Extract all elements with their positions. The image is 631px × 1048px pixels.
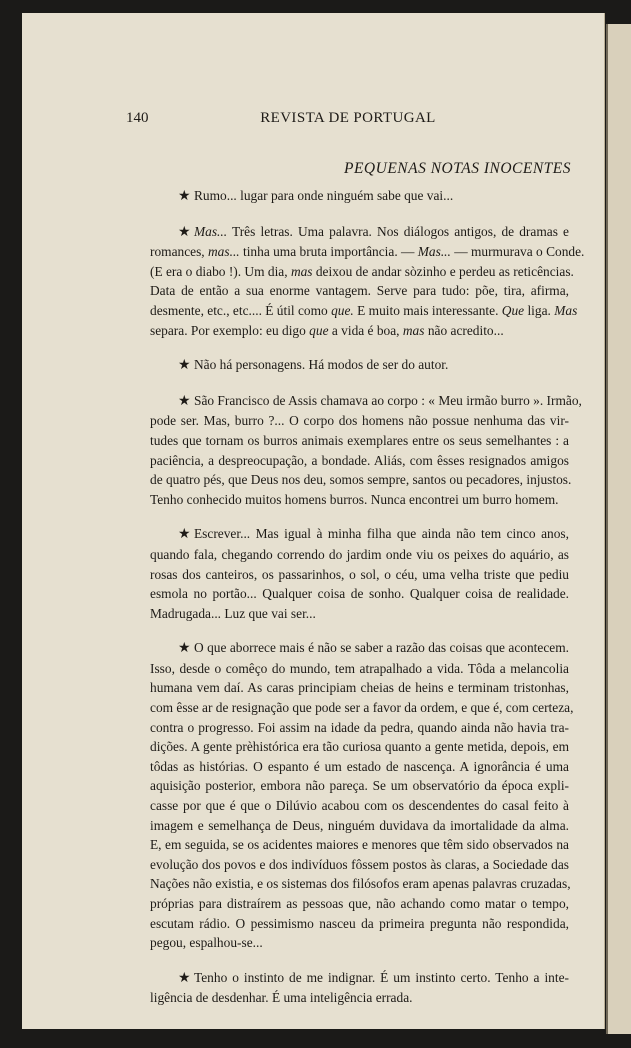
text-segment: (E era o diabo !). Um dia, [150,263,291,279]
text-segment: próprias para distraírem as pessoas que, não achando como matar o tempo, [150,896,569,911]
star-bullet-icon: ★ [178,393,191,409]
text-segment: com êsse ar de resignação que pode ser a favor da ordem, e que é, com certeza, [150,700,574,716]
text-line [150,894,569,914]
text-line [150,757,569,777]
italic-word: Mas [554,302,578,318]
text-segment: a vida é boa, [328,322,403,338]
star-bullet-icon: ★ [178,224,191,240]
text-segment: ligência de desdenhar. É uma inteligência errada. [150,990,413,1006]
text-line [150,816,569,836]
text-segment: Madrugada... Luz que vai ser... [150,605,316,621]
note-paragraph [150,524,569,623]
text-segment: evolução dos povos e dos indivíduos fôssem postos às claras, a Sociedade das [150,856,569,872]
text-line [150,186,569,207]
text-segment: paciência, a despreocupação, a bondade. Aliás, com êsses resignados amigos [150,452,569,468]
text-line [150,490,569,510]
text-line [150,524,569,545]
star-bullet-icon: ★ [178,527,191,543]
text-segment: contra o progresso. Foi assim na idade da pedra, quando ainda não havia tra- [150,719,569,735]
running-head [126,110,570,132]
text-segment: Nações não existia, e os sistemas dos filósofos eram apenas palavras cruzadas, [150,876,571,892]
note-paragraph [150,391,582,510]
text-line [150,321,569,341]
text-segment: imagem e semelhança de Deus, ninguém duvidava da imortalidade da alma. [150,817,569,833]
text-segment: humana vem daí. As caras principiam cheias de heins e terminam tristonhas, [150,680,569,696]
text-line [150,659,569,679]
text-segment: separa. Por exemplo: eu digo [150,322,310,338]
text-segment: deixou de andar sòzinho e perdeu as reticências. [312,263,574,279]
text-segment: esmola no portão... Qualquer coisa de sonho. Qualquer coisa de realidade. [150,586,569,602]
text-line [150,796,569,816]
page-number: 140 [126,110,149,126]
text-line [150,565,569,585]
italic-word: Mas... [417,244,451,260]
text-segment: dições. A gente prèhistórica era tão curiosa quanto a gente metida, depois, em [150,739,569,755]
text-segment: aquisição posterior, embora não pareça. Se um observatório da época expli- [150,778,569,794]
note-paragraph [150,186,569,207]
text-segment: Tenho conhecido muitos homens burros. Nunca encontrei um burro homem. [150,491,559,507]
text-line [150,301,578,321]
text-line [150,874,569,894]
text-line [150,545,569,565]
star-bullet-icon: ★ [178,641,191,657]
text-segment: escutam rádio. O pessimismo nasceu da primeira pregunta não respondida, [150,915,569,931]
text-line [150,776,569,796]
text-segment: pode ser. Mas, burro ?... O corpo dos homens não possue nenhuma das vir- [150,413,569,429]
text-line [150,411,569,431]
star-bullet-icon: ★ [178,970,191,986]
text-segment: tudes que tornam os burros animais exemplares entre os seus semelhantes : a [150,432,569,448]
italic-word: que [309,322,329,338]
text-segment: quando fala, chegando correndo do jardim onde viu os peixes do aquário, as [150,546,569,562]
text-segment: Escrever... Mas igual à minha filha que ainda não tem cinco anos, [194,526,569,542]
note-paragraph [150,222,585,341]
text-segment: Isso, desde o comêço do mundo, tem atrapalhado a vida. Tôda a melancolia [150,660,569,676]
text-line [150,855,569,875]
italic-word: que. [331,302,354,318]
text-segment: rosas dos canteiros, os passarinhos, o sol, o céu, uma velha triste que pediu [150,566,569,582]
text-segment: O que aborrece mais é não se saber a razão das coisas que acontecem. [194,640,569,656]
text-segment: liga. [524,302,555,318]
text-segment: tôdas as histórias. O espanto é um estado de nascença. A ignorância é uma [150,758,569,774]
text-segment: Não há personagens. Há modos de ser do autor. [194,357,449,373]
text-line [150,242,585,262]
text-line [150,431,569,451]
text-segment: Tenho o instinto de me indignar. É um instinto certo. Tenho a inte- [194,969,569,985]
italic-word: Que [501,302,525,318]
text-segment: tinha uma bruta importância. — [239,244,418,260]
text-segment: casse por que é que o Dilúvio acabou com os descendentes do casal feito à [150,798,569,814]
text-segment: de quatro pés, que Deus nos deu, somos sempre, santos ou pecadores, injustos. [150,472,572,488]
text-line [150,355,569,376]
text-line [150,638,569,659]
text-line [150,584,569,604]
text-line [150,737,569,757]
text-line [150,262,574,282]
text-segment: Rumo... lugar para onde ninguém sabe que vai... [194,188,454,203]
italic-word: mas [402,322,425,338]
text-line [150,222,569,243]
note-paragraph [150,968,569,1008]
text-line [150,988,569,1008]
text-segment: desmente, etc., etc.... É útil como [150,302,332,318]
text-line [150,391,582,412]
italic-word: mas... [208,244,240,260]
text-segment: São Francisco de Assis chamava ao corpo : « Meu irmão burro ». Irmão, [194,392,582,408]
text-line [150,451,569,471]
text-segment: Data de então a sua enorme vantagem. Serve para tudo: põe, tira, afirma, [150,283,569,299]
text-segment: E, em seguida, se os acidentes maiores e menores que têm sido observados na [150,837,569,853]
text-line [150,933,569,953]
text-segment: E muito mais interessante. [353,302,502,318]
text-segment: pegou, espalhou-se... [150,935,263,951]
text-line [150,698,574,718]
note-paragraph [150,355,569,376]
italic-word: Mas... [194,223,228,239]
text-line [150,914,569,934]
text-line [150,835,569,855]
text-line [150,470,572,490]
text-line [150,604,569,624]
text-segment: Três letras. Uma palavra. Nos diálogos antigos, de dramas e [227,223,569,239]
star-bullet-icon: ★ [178,358,191,374]
section-title: PEQUENAS NOTAS INOCENTES [344,160,571,177]
text-segment: não acredito... [424,322,504,338]
text-line [150,678,569,698]
text-line [150,281,569,301]
note-paragraph [150,638,574,953]
text-segment: romances, [150,244,209,260]
text-line [150,968,569,989]
facing-page-edge [606,24,631,1034]
journal-title: REVISTA DE PORTUGAL [260,110,436,126]
text-line [150,718,569,738]
star-bullet-icon: ★ [178,189,191,204]
italic-word: mas [290,263,313,279]
text-segment: — murmurava o Conde. [450,244,585,260]
article-body [150,186,585,1023]
